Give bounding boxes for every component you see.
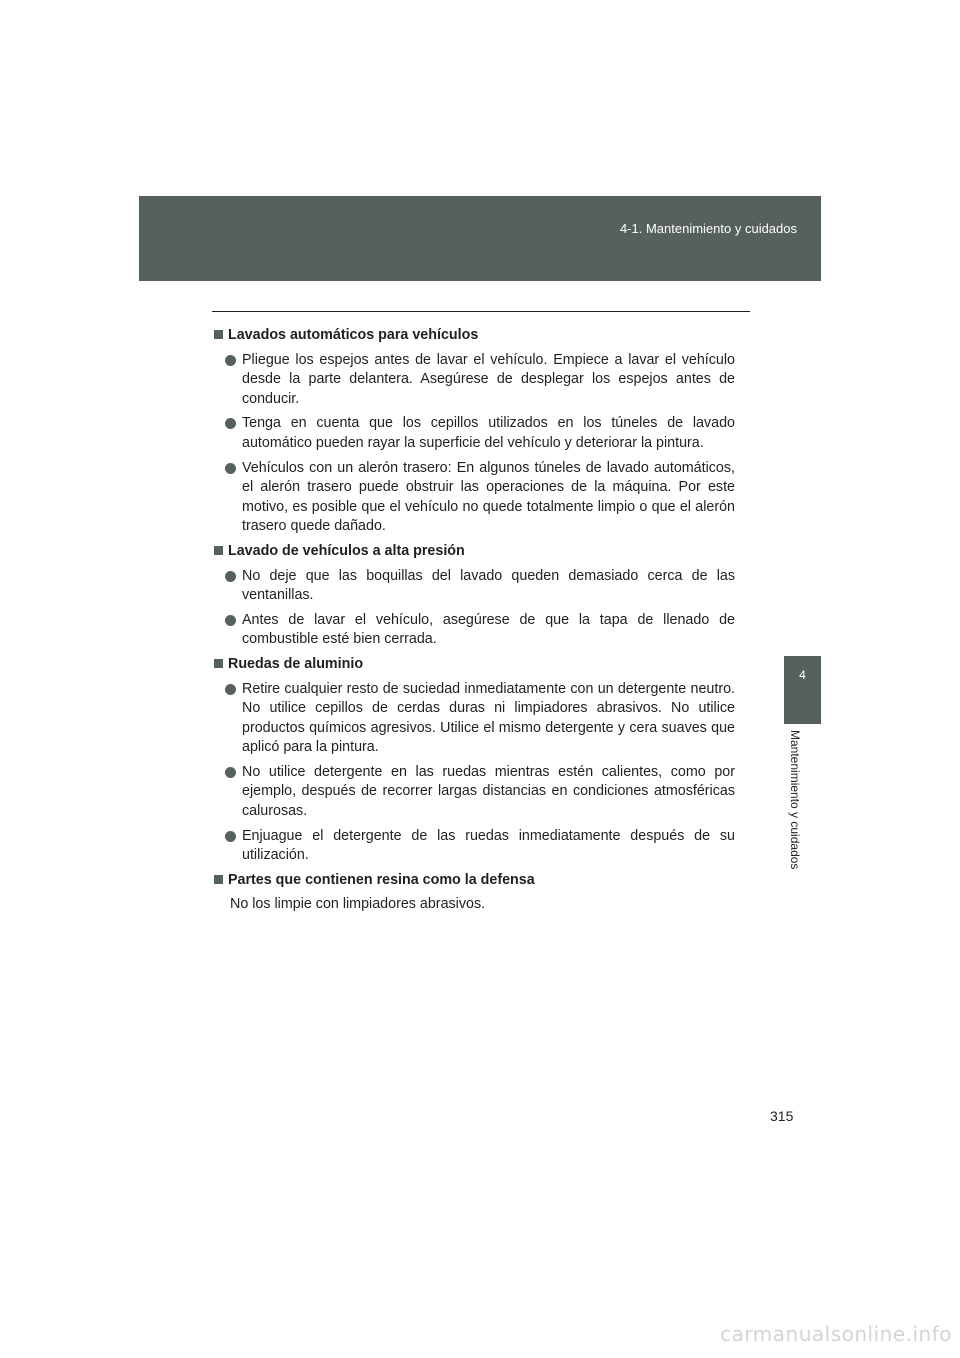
circle-bullet-icon	[225, 463, 236, 474]
main-content	[214, 326, 735, 920]
section-resin-parts	[214, 871, 735, 915]
section-heading: Lavados automáticos para vehículos	[214, 326, 735, 346]
section-automatic-wash	[214, 326, 735, 537]
chapter-side-label	[784, 730, 821, 905]
chapter-tab	[784, 656, 821, 724]
circle-bullet-icon	[225, 418, 236, 429]
chapter-number: 4	[799, 668, 806, 682]
header-rule	[212, 311, 750, 312]
section-heading: Ruedas de aluminio	[214, 655, 735, 675]
list-item: Antes de lavar el vehículo, asegúrese de que la tapa de llenado de combustible esté bien cerrada.	[225, 611, 735, 650]
section-title: 4-1. Mantenimiento y cuidados	[619, 221, 797, 236]
chapter-side-label-text: Mantenimiento y cuidados	[788, 730, 802, 870]
square-bullet-icon	[214, 546, 223, 555]
circle-bullet-icon	[225, 684, 236, 695]
section-heading: Partes que contienen resina como la defensa	[214, 871, 735, 891]
section-aluminum-wheels	[214, 655, 735, 866]
watermark: carmanualsonline.info	[720, 1322, 952, 1346]
circle-bullet-icon	[225, 355, 236, 366]
list-item: Enjuague el detergente de las ruedas inmediatamente después de su utilización.	[225, 827, 735, 866]
chapter-header-band	[139, 196, 821, 281]
list-item: No deje que las boquillas del lavado queden demasiado cerca de las ventanillas.	[225, 567, 735, 606]
list-item: Retire cualquier resto de suciedad inmediatamente con un detergente neutro. No utilice cepillos de cerdas duras ni limpiadores abrasivos. No utilice productos químicos agresivos. Utilice el mismo detergente y cera suaves que aplicó para la pintura.	[225, 680, 735, 758]
section-high-pressure-wash	[214, 542, 735, 650]
list-item: Vehículos con un alerón trasero: En algunos túneles de lavado automáticos, el alerón trasero puede obstruir las operaciones de la máquina. Por este motivo, es posible que el vehículo no quede totalmente limpio o que el alerón trasero quede dañado.	[225, 459, 735, 537]
list-item: No utilice detergente en las ruedas mientras estén calientes, como por ejemplo, después de recorrer largas distancias en condiciones atmosféricas calurosas.	[225, 763, 735, 822]
square-bullet-icon	[214, 875, 223, 884]
section-heading: Lavado de vehículos a alta presión	[214, 542, 735, 562]
circle-bullet-icon	[225, 767, 236, 778]
list-item: Pliegue los espejos antes de lavar el vehículo. Empiece a lavar el vehículo desde la parte delantera. Asegúrese de desplegar los espejos antes de conducir.	[225, 351, 735, 410]
section-text: No los limpie con limpiadores abrasivos.	[230, 896, 486, 913]
page-number: 315	[770, 1108, 794, 1124]
list-item: Tenga en cuenta que los cepillos utilizados en los túneles de lavado automático pueden rayar la superficie del vehículo y deteriorar la pintura.	[225, 414, 735, 453]
square-bullet-icon	[214, 330, 223, 339]
square-bullet-icon	[214, 659, 223, 668]
circle-bullet-icon	[225, 831, 236, 842]
circle-bullet-icon	[225, 615, 236, 626]
circle-bullet-icon	[225, 571, 236, 582]
